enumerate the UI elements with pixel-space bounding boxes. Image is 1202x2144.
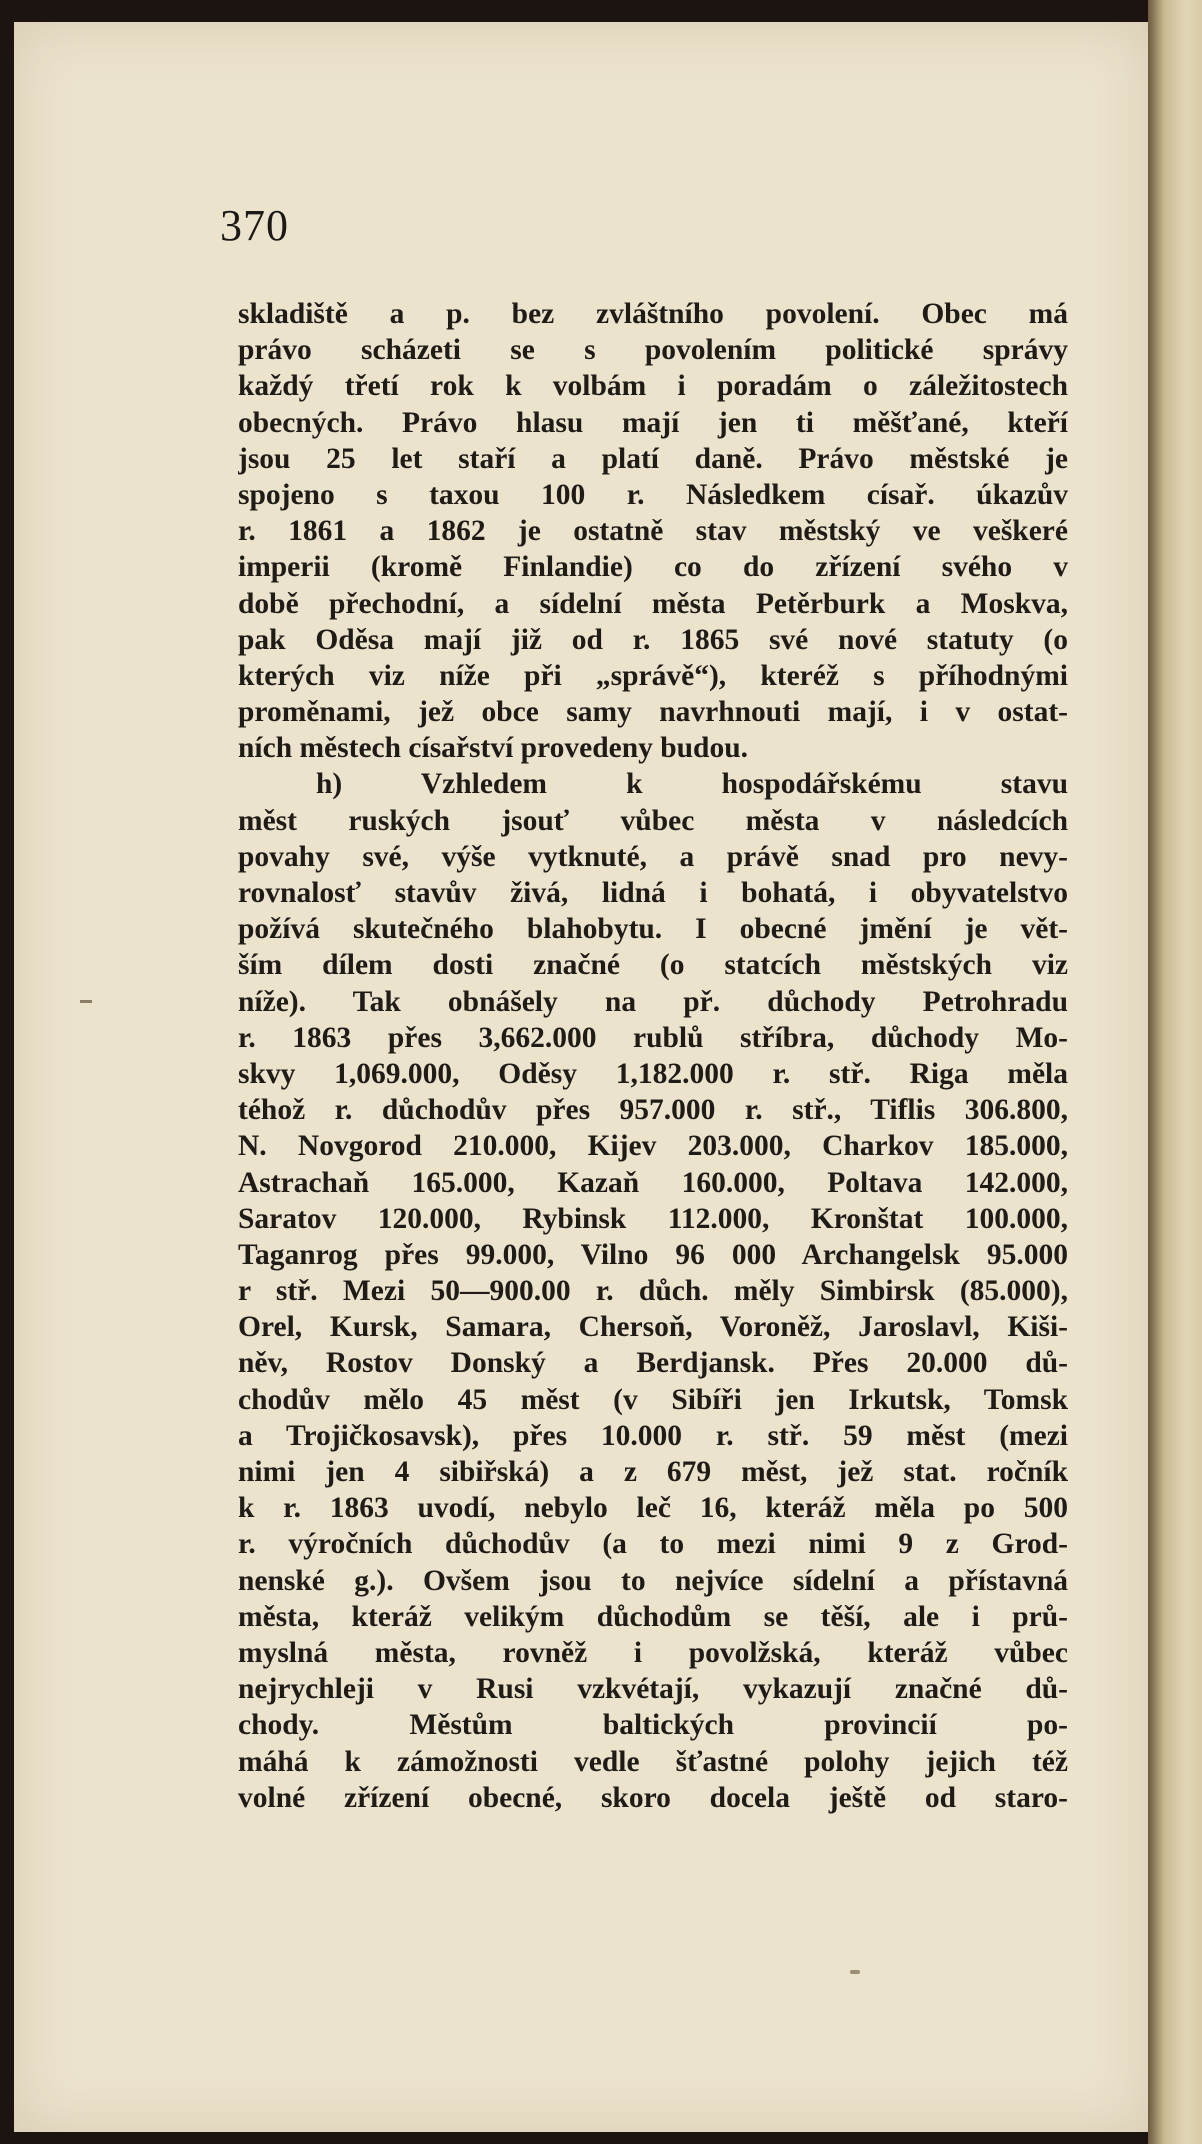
text-line: myslná města, rovněž i povolžská, kteráž vůbec <box>238 1636 1068 1669</box>
text-line: r. 1863 přes 3,662.000 rublů stříbra, důchody Mo- <box>238 1021 1068 1054</box>
paper-speck <box>850 1970 860 1974</box>
text-line: imperii (kromě Finlandie) co do zřízení svého v <box>238 551 1068 584</box>
text-line: nenské g.). Ovšem jsou to nejvíce sídelní a přístavná <box>238 1564 1068 1597</box>
text-line: volné zřízení obecné, skoro docela ještě od staro- <box>238 1781 1068 1814</box>
adjacent-page-edge <box>1148 0 1202 2144</box>
text-line: skladiště a p. bez zvláštního povolení. Obec má <box>238 298 1068 330</box>
text-line: každý třetí rok k volbám i poradám o záležitostech <box>238 370 1068 403</box>
text-line: r. 1861 a 1862 je ostatně stav městský ve veškeré <box>238 515 1068 548</box>
text-line: měst ruských jsouť vůbec města v následcích <box>238 804 1068 837</box>
text-line: povahy své, výše vytknuté, a právě snad pro nevy- <box>238 840 1068 873</box>
text-line: máhá k zámožnosti vedle šťastné polohy jejich též <box>238 1745 1068 1778</box>
text-line: nejrychleji v Rusi vzkvétají, vykazují značné dů- <box>238 1673 1068 1706</box>
text-line: skvy 1,069.000, Oděsy 1,182.000 r. stř. Riga měla <box>238 1057 1068 1090</box>
text-line: obecných. Právo hlasu mají jen ti měšťané, kteří <box>238 406 1068 439</box>
text-line: rovnalosť stavův živá, lidná i bohatá, i obyvatelstvo <box>238 877 1068 909</box>
text-line: spojeno s taxou 100 r. Následkem císař. úkazův <box>238 478 1068 511</box>
text-line: požívá skutečného blahobytu. I obecné jmění je vět- <box>238 913 1068 946</box>
text-line: Orel, Kursk, Samara, Chersoň, Voroněž, Jaroslavl, Kiši- <box>238 1311 1068 1344</box>
text-line: města, kteráž velikým důchodům se těší, ale i prů- <box>238 1600 1068 1633</box>
text-line: pak Oděsa mají již od r. 1865 své nové statuty (o <box>238 623 1068 656</box>
text-line: Astrachaň 165.000, Kazaň 160.000, Poltava 142.000, <box>238 1166 1068 1199</box>
text-line: k r. 1863 uvodí, nebylo leč 16, kteráž měla po 500 <box>238 1492 1068 1525</box>
text-line: Saratov 120.000, Rybinsk 112.000, Kronštat 100.000, <box>238 1202 1068 1235</box>
margin-mark <box>80 1000 92 1003</box>
text-line-paragraph-start: h) Vzhledem k hospodářskému stavu <box>316 768 1068 801</box>
text-line: proměnami, jež obce samy navrhnouti mají, i v ostat- <box>238 696 1068 729</box>
text-line-paragraph-end: ních městech císařství provedeny budou. <box>238 732 748 765</box>
body-text <box>238 296 1068 1816</box>
text-line: ším dílem dosti značné (o statcích městských viz <box>238 949 1068 982</box>
text-line: Taganrog přes 99.000, Vilno 96 000 Archangelsk 95.000 <box>238 1238 1068 1271</box>
text-line: právo scházeti se s povolením politické správy <box>238 334 1068 367</box>
page-number: 370 <box>220 201 289 250</box>
text-line: jsou 25 let staří a platí daně. Právo městské je <box>238 442 1068 475</box>
text-line: a Trojičkosavsk), přes 10.000 r. stř. 59 měst (mezi <box>238 1419 1068 1452</box>
text-line: kterých viz níže při „správě“), kteréž s příhodnými <box>238 659 1068 692</box>
text-line: době přechodní, a sídelní města Petěrburk a Moskva, <box>238 587 1068 620</box>
text-line: níže). Tak obnášely na př. důchody Petrohradu <box>238 985 1068 1018</box>
text-line: r stř. Mezi 50—900.00 r. důch. měly Simbirsk (85.000), <box>238 1275 1068 1308</box>
text-line: N. Novgorod 210.000, Kijev 203.000, Charkov 185.000, <box>238 1130 1068 1163</box>
text-line: chodův mělo 45 měst (v Sibíři jen Irkutsk, Tomsk <box>238 1383 1068 1416</box>
text-line: téhož r. důchodův přes 957.000 r. stř., Tiflis 306.800, <box>238 1094 1068 1127</box>
text-line: nimi jen 4 sibiřská) a z 679 měst, jež stat. ročník <box>238 1456 1068 1488</box>
text-line: r. výročních důchodův (a to mezi nimi 9 z Grod- <box>238 1528 1068 1561</box>
text-line: chody. Městům baltických provincií po- <box>238 1709 1068 1742</box>
text-line: něv, Rostov Donský a Berdjansk. Přes 20.000 dů- <box>238 1347 1068 1380</box>
